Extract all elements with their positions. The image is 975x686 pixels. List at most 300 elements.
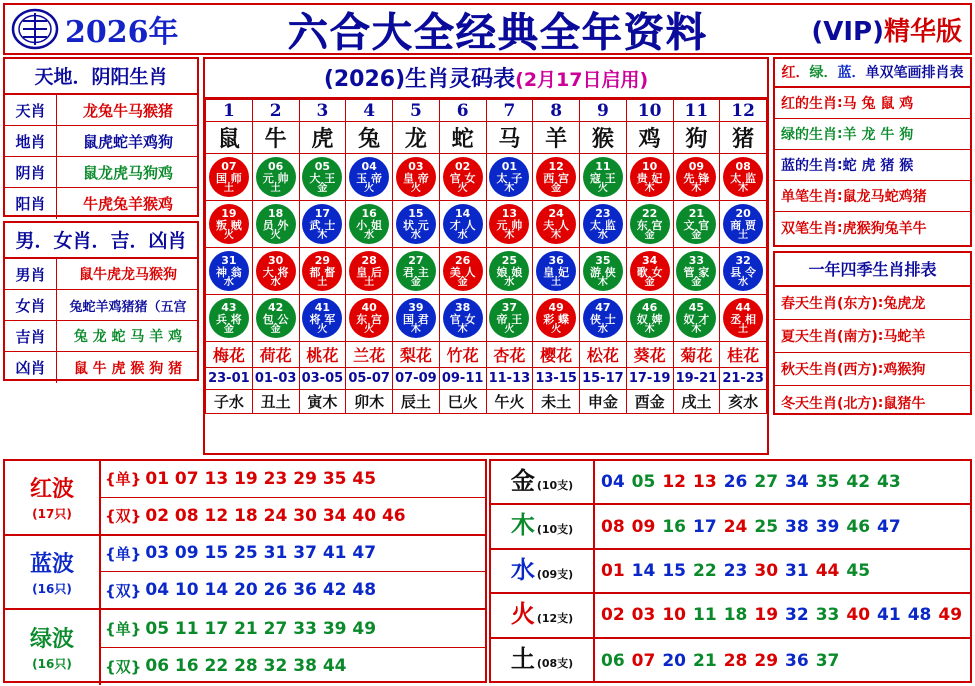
element-number[interactable]: 15	[662, 560, 687, 581]
ball-number: 05	[314, 159, 331, 173]
ball-cell	[393, 295, 440, 342]
element-number[interactable]: 12	[662, 472, 687, 493]
number-ball[interactable]	[489, 298, 529, 338]
ball-element: 金	[410, 276, 421, 288]
odd-numbers: 01 07 13 19 23 29 35 45	[145, 468, 377, 489]
ball-element: 火	[223, 229, 234, 241]
ball-title: 贵 妃	[636, 171, 663, 185]
element-number[interactable]: 49	[938, 605, 963, 626]
row-value: 鼠龙马蛇鸡猪	[842, 189, 927, 205]
ball-title: 帝 王	[496, 312, 523, 326]
ball-cell	[206, 154, 253, 201]
ball-cell	[299, 295, 346, 342]
number-ball[interactable]	[349, 204, 389, 244]
element-number[interactable]: 27	[754, 472, 779, 493]
number-ball[interactable]	[256, 204, 296, 244]
stem-cell: 未土	[533, 390, 580, 414]
element-name: 木	[510, 511, 535, 540]
element-number[interactable]: 14	[631, 560, 656, 581]
ball-number: 33	[688, 253, 705, 267]
ball-cell	[206, 201, 253, 248]
zodiac-cell: 猪	[720, 122, 767, 154]
ball-title: 大 将	[262, 265, 289, 279]
col-index: 11	[673, 100, 720, 122]
element-number[interactable]: 20	[662, 650, 687, 671]
number-ball[interactable]	[676, 157, 716, 197]
list-item	[5, 290, 197, 321]
element-count: (12支)	[536, 612, 574, 626]
list-item	[5, 259, 197, 290]
col-index: 10	[626, 100, 673, 122]
ball-title: 文 官	[683, 218, 710, 232]
table-row-times	[206, 368, 767, 390]
number-ball[interactable]	[302, 251, 342, 291]
number-ball[interactable]	[396, 204, 436, 244]
col-index: 7	[486, 100, 533, 122]
element-number[interactable]: 03	[631, 605, 656, 626]
title-part-rest: 单双笔画排肖表	[865, 65, 964, 81]
flower-cell: 桃花	[299, 342, 346, 368]
number-ball[interactable]	[489, 204, 529, 244]
row-value: 兔蛇羊鸡猪猪（五宫	[69, 299, 187, 315]
ball-number: 46	[641, 300, 658, 314]
element-number[interactable]: 46	[846, 516, 871, 537]
element-number[interactable]: 34	[785, 472, 809, 493]
number-ball[interactable]	[209, 204, 249, 244]
wave-numbers	[101, 610, 485, 685]
number-ball[interactable]	[536, 204, 576, 244]
ball-title: 神 翁	[215, 265, 242, 279]
wave-name: 绿波	[29, 627, 74, 653]
ball-number: 28	[361, 253, 377, 267]
number-ball[interactable]	[256, 251, 296, 291]
list-item	[775, 320, 970, 353]
list-item	[5, 321, 197, 352]
number-ball[interactable]	[536, 298, 576, 338]
list-item	[5, 95, 197, 126]
four-seasons-box	[773, 251, 972, 415]
table-row-numbers	[206, 100, 767, 122]
ball-number: 12	[548, 159, 564, 173]
even-numbers: 02 08 12 18 24 30 34 40 46	[145, 505, 406, 526]
number-ball[interactable]	[443, 298, 483, 338]
element-number[interactable]: 44	[815, 560, 840, 581]
ball-cell	[673, 154, 720, 201]
ball-number: 44	[735, 300, 751, 314]
stem-cell: 子水	[206, 390, 253, 414]
col-index: 6	[439, 100, 486, 122]
element-number[interactable]: 33	[815, 605, 840, 626]
row-key: 阳肖	[5, 188, 57, 219]
element-number[interactable]: 04	[601, 472, 625, 493]
list-item	[775, 212, 970, 243]
element-name: 土	[510, 644, 535, 673]
ball-cell	[393, 248, 440, 295]
number-ball[interactable]	[723, 204, 763, 244]
zodiac-cell: 蛇	[439, 122, 486, 154]
flower-cell: 杏花	[486, 342, 533, 368]
element-number[interactable]: 41	[877, 605, 901, 626]
stem-cell: 戌土	[673, 390, 720, 414]
ball-title: 官 女	[449, 171, 476, 185]
number-ball[interactable]	[676, 298, 716, 338]
bottom-band	[3, 459, 972, 683]
number-ball[interactable]	[583, 204, 623, 244]
ball-title: 国 师	[215, 171, 242, 185]
number-ball[interactable]	[209, 251, 249, 291]
number-ball[interactable]	[676, 251, 716, 291]
element-number[interactable]: 02	[601, 605, 625, 626]
ball-element: 火	[457, 182, 468, 194]
even-tag: {双}	[105, 657, 142, 676]
element-number[interactable]: 45	[846, 560, 871, 581]
ball-number: 22	[641, 206, 658, 220]
ball-cell	[439, 154, 486, 201]
element-number[interactable]: 48	[907, 605, 932, 626]
table-row-flowers	[206, 342, 767, 368]
element-numbers	[595, 561, 970, 581]
ball-number: 39	[408, 300, 424, 314]
number-ball[interactable]	[396, 251, 436, 291]
right-column	[773, 57, 972, 455]
number-ball[interactable]	[443, 157, 483, 197]
list-item	[775, 353, 970, 386]
ball-title: 官 女	[449, 312, 476, 326]
male-female-box	[3, 221, 199, 381]
element-number[interactable]: 07	[631, 650, 656, 671]
element-number[interactable]: 38	[785, 516, 809, 537]
element-number[interactable]: 36	[785, 650, 809, 671]
ball-cell	[393, 154, 440, 201]
element-number[interactable]: 28	[723, 650, 748, 671]
ball-number: 23	[595, 206, 611, 220]
wave-name-cell	[5, 610, 101, 685]
ball-element: 木	[644, 323, 655, 335]
number-ball[interactable]	[302, 204, 342, 244]
time-cell: 09-11	[439, 368, 486, 390]
ball-element: 木	[317, 229, 328, 241]
col-index: 3	[299, 100, 346, 122]
number-ball[interactable]	[676, 204, 716, 244]
ball-element: 金	[691, 276, 702, 288]
ball-element: 木	[691, 182, 702, 194]
ball-cell	[299, 201, 346, 248]
ball-title: 君 主	[402, 265, 429, 279]
number-ball[interactable]	[723, 251, 763, 291]
ball-number: 24	[548, 206, 564, 220]
number-ball[interactable]	[630, 204, 670, 244]
odd-tag: {单}	[105, 620, 142, 639]
list-item	[5, 157, 197, 188]
stem-cell: 辰土	[393, 390, 440, 414]
element-number[interactable]: 40	[846, 605, 871, 626]
ball-title: 太 监	[589, 218, 616, 232]
table-row-balls	[206, 295, 767, 342]
row-sep: :	[837, 219, 843, 236]
stem-cell: 酉金	[626, 390, 673, 414]
ball-number: 31	[221, 253, 237, 267]
element-row	[491, 594, 970, 638]
row-value: 羊 龙 牛 狗	[842, 127, 914, 143]
number-ball[interactable]	[349, 298, 389, 338]
ball-number: 06	[267, 159, 284, 173]
number-ball[interactable]	[583, 157, 623, 197]
element-number[interactable]: 35	[815, 472, 840, 493]
row-label: 双笔生肖	[781, 220, 837, 237]
ball-cell	[486, 201, 533, 248]
ball-title: 丞 相	[730, 312, 757, 326]
vip-suffix: 精华版	[883, 16, 962, 47]
ball-number: 42	[267, 300, 284, 314]
ball-cell	[486, 154, 533, 201]
ball-element: 木	[644, 182, 655, 194]
element-name: 水	[510, 555, 535, 584]
element-name-cell	[491, 550, 595, 592]
ball-number: 02	[454, 159, 471, 173]
time-cell: 21-23	[720, 368, 767, 390]
even-numbers: 04 10 14 20 26 36 42 48	[145, 580, 377, 601]
heaven-earth-title: 天地．阴阳生肖	[5, 59, 197, 95]
number-ball[interactable]	[630, 251, 670, 291]
number-ball[interactable]	[489, 157, 529, 197]
wave-numbers	[101, 461, 485, 534]
ball-element: 金	[644, 276, 655, 288]
row-label: 绿的生肖	[781, 127, 837, 143]
ball-element: 水	[410, 229, 421, 241]
element-number[interactable]: 43	[877, 472, 901, 493]
number-ball[interactable]	[630, 157, 670, 197]
ball-element: 土	[270, 182, 281, 194]
row-value: 兔虎龙	[883, 296, 926, 312]
table-row-balls	[206, 248, 767, 295]
odd-numbers: 05 11 17 21 27 33 39 49	[145, 618, 377, 639]
number-ball[interactable]	[209, 157, 249, 197]
element-number[interactable]: 39	[815, 516, 840, 537]
element-number[interactable]: 42	[846, 472, 871, 493]
element-number[interactable]: 25	[754, 516, 779, 537]
color-stroke-title	[775, 59, 970, 88]
row-sep: :	[837, 95, 843, 111]
element-name-cell	[491, 461, 595, 503]
number-ball[interactable]	[583, 251, 623, 291]
element-number[interactable]: 17	[693, 516, 717, 537]
number-ball[interactable]	[489, 251, 529, 291]
flower-cell: 梨花	[393, 342, 440, 368]
time-cell: 03-05	[299, 368, 346, 390]
element-number[interactable]: 01	[601, 560, 625, 581]
title-part-green: 绿．	[809, 65, 838, 81]
ball-number: 49	[548, 300, 564, 314]
ball-number: 29	[314, 253, 331, 267]
ball-title: 县 令	[730, 265, 757, 279]
element-name-cell	[491, 639, 595, 683]
ball-title: 皇 帝	[402, 171, 429, 185]
ball-element: 火	[504, 323, 515, 335]
number-ball[interactable]	[302, 298, 342, 338]
ball-number: 10	[641, 159, 658, 173]
ball-number: 01	[501, 159, 518, 173]
ball-title: 兵 将	[215, 312, 242, 326]
ball-cell	[439, 295, 486, 342]
ball-number: 36	[548, 253, 564, 267]
number-ball[interactable]	[630, 298, 670, 338]
element-number[interactable]: 16	[662, 516, 687, 537]
number-ball[interactable]	[536, 251, 576, 291]
ball-cell	[626, 248, 673, 295]
zodiac-cell: 狗	[673, 122, 720, 154]
flower-cell: 松花	[580, 342, 627, 368]
wave-odd-line	[101, 610, 485, 648]
ball-number: 08	[735, 159, 751, 173]
ball-cell	[393, 201, 440, 248]
zodiac-table-title	[205, 59, 767, 99]
wave-count: (17只)	[32, 507, 72, 522]
number-ball[interactable]	[209, 298, 249, 338]
ball-title: 娘 娘	[496, 265, 523, 279]
ball-element: 火	[270, 229, 281, 241]
number-ball[interactable]	[583, 298, 623, 338]
ball-title: 小 姐	[356, 218, 383, 232]
ball-element: 火	[317, 323, 328, 335]
list-item	[5, 352, 197, 383]
row-value: 龙兔牛马猴猪	[82, 101, 173, 120]
ball-cell	[252, 295, 299, 342]
ball-title: 皇 妃	[543, 265, 570, 279]
element-numbers	[595, 472, 970, 492]
row-value: 鼠龙虎马狗鸡	[82, 163, 173, 182]
ball-number: 19	[221, 206, 237, 220]
element-number[interactable]: 30	[754, 560, 779, 581]
ball-cell	[673, 201, 720, 248]
wave-row	[5, 461, 485, 536]
number-ball[interactable]	[536, 157, 576, 197]
wave-name-cell	[5, 461, 101, 534]
ball-cell	[720, 201, 767, 248]
row-value: 虎猴狗兔羊牛	[842, 220, 927, 237]
ball-title: 元 帅	[262, 171, 289, 185]
element-number[interactable]: 29	[754, 650, 779, 671]
row-value: 鸡猴狗	[883, 362, 926, 378]
ball-element: 木	[738, 182, 749, 194]
odd-numbers: 03 09 15 25 31 37 41 47	[145, 543, 377, 564]
number-ball[interactable]	[723, 157, 763, 197]
element-number[interactable]: 32	[785, 605, 809, 626]
number-ball[interactable]	[723, 298, 763, 338]
element-number[interactable]: 37	[815, 650, 840, 671]
number-ball[interactable]	[302, 157, 342, 197]
row-key: 天肖	[5, 95, 57, 125]
element-number[interactable]: 09	[631, 516, 656, 537]
element-number[interactable]: 26	[723, 472, 748, 493]
row-sep: :	[877, 328, 884, 344]
ball-number: 40	[361, 300, 377, 314]
ball-element: 木	[597, 276, 608, 288]
row-value: 牛虎兔羊猴鸡	[82, 195, 173, 213]
element-number[interactable]: 13	[693, 472, 717, 493]
table-row-balls	[206, 154, 767, 201]
row-label: 红的生肖	[781, 96, 837, 112]
element-number[interactable]: 19	[754, 605, 779, 626]
ball-cell	[486, 295, 533, 342]
brand-logo-icon	[5, 6, 65, 52]
element-row	[491, 639, 970, 683]
ball-cell	[252, 248, 299, 295]
ball-cell	[580, 248, 627, 295]
flower-cell: 兰花	[346, 342, 393, 368]
number-ball[interactable]	[256, 157, 296, 197]
ball-cell	[439, 201, 486, 248]
row-value: 鼠虎蛇羊鸡狗	[82, 132, 173, 151]
wave-numbers	[101, 536, 485, 609]
ball-cell	[252, 201, 299, 248]
ball-cell	[299, 248, 346, 295]
element-number[interactable]: 24	[723, 516, 748, 537]
element-number[interactable]: 08	[601, 516, 625, 537]
row-value: 鼠猪牛	[883, 395, 926, 412]
ball-element: 土	[364, 276, 375, 288]
zodiac-table-title-main: (2026)生肖灵码表	[323, 67, 516, 92]
element-number[interactable]: 47	[877, 516, 901, 537]
ball-element: 土	[317, 276, 328, 288]
row-value: 兔 龙 蛇 马 羊 鸡	[73, 329, 183, 345]
element-number[interactable]: 18	[723, 605, 748, 626]
row-sep: :	[837, 188, 843, 204]
element-number[interactable]: 23	[723, 560, 748, 581]
number-ball[interactable]	[396, 157, 436, 197]
row-key: 吉肖	[5, 321, 57, 351]
number-ball[interactable]	[256, 298, 296, 338]
ball-title: 美 人	[449, 265, 476, 279]
element-numbers	[595, 605, 970, 625]
male-female-title: 男．女肖．吉．凶肖	[5, 223, 197, 259]
element-count: (08支)	[536, 656, 574, 670]
row-key: 凶肖	[5, 352, 57, 383]
element-number[interactable]: 21	[693, 650, 717, 671]
element-number[interactable]: 06	[601, 650, 625, 671]
element-number[interactable]: 31	[785, 560, 809, 581]
odd-tag: {单}	[105, 470, 142, 489]
ball-title: 夫 人	[543, 218, 570, 232]
list-item	[5, 126, 197, 157]
col-index: 2	[252, 100, 299, 122]
time-cell: 19-21	[673, 368, 720, 390]
element-number[interactable]: 10	[662, 605, 687, 626]
number-ball[interactable]	[443, 251, 483, 291]
number-ball[interactable]	[349, 251, 389, 291]
wave-count: (16只)	[32, 581, 72, 596]
time-cell: 05-07	[346, 368, 393, 390]
element-number[interactable]: 22	[693, 560, 717, 581]
ball-number: 03	[408, 159, 424, 173]
ball-number: 45	[688, 300, 705, 314]
ball-title: 彩 蝶	[543, 312, 570, 326]
number-ball[interactable]	[443, 204, 483, 244]
number-ball[interactable]	[349, 157, 389, 197]
flower-cell: 桂花	[720, 342, 767, 368]
element-numbers	[595, 651, 970, 671]
element-number[interactable]: 11	[693, 605, 717, 626]
odd-tag: {单}	[105, 544, 142, 563]
ball-number: 17	[314, 206, 331, 220]
ball-title: 元 帅	[496, 218, 523, 232]
ball-number: 34	[641, 253, 658, 267]
ball-element: 火	[597, 182, 608, 194]
row-sep: :	[877, 361, 884, 377]
table-row-zodiacs	[206, 122, 767, 154]
row-key: 地肖	[5, 126, 57, 156]
element-number[interactable]: 05	[631, 472, 656, 493]
number-ball[interactable]	[396, 298, 436, 338]
